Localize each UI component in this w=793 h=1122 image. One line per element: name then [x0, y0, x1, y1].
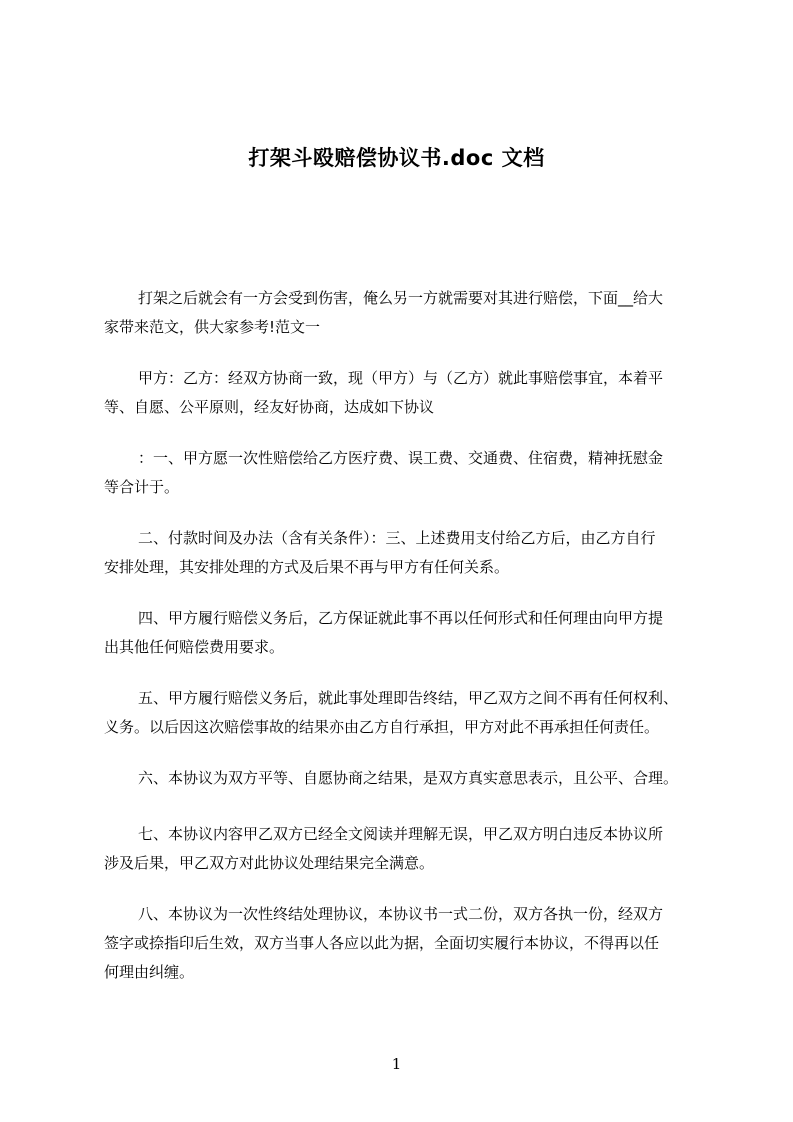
- page-number: 1: [391, 1055, 402, 1073]
- paragraph-line: 四、甲方履行赔偿义务后，乙方保证就此事不再以任何形式和任何理由向甲方提: [138, 609, 664, 627]
- paragraph-line: 家带来范文，供大家参考!范文一: [104, 318, 321, 336]
- paragraph-line: 签字或捺指印后生效，双方当事人各应以此为据，全面切实履行本协议，不得再以任: [104, 934, 660, 952]
- paragraph-parties: [104, 364, 704, 422]
- paragraph-line: 涉及后果，甲乙双方对此协议处理结果完全满意。: [104, 854, 435, 872]
- paragraph-clause-6: [104, 764, 704, 793]
- paragraph-line: 义务。以后因这次赔偿事故的结果亦由乙方自行承担，甲方对此不再承担任何责任。: [104, 718, 660, 736]
- paragraph-clause-2-3: [104, 524, 704, 582]
- paragraph-line: 出其他任何赔偿费用要求。: [104, 638, 285, 656]
- paragraph-line: 安排处理，其安排处理的方式及后果不再与甲方有任何关系。: [104, 558, 510, 576]
- paragraph-line: 甲方：乙方：经双方协商一致，现（甲方）与（乙方）就此事赔偿事宜，本着平: [138, 369, 664, 387]
- paragraph-line: 等合计于。: [104, 478, 180, 496]
- paragraph-line: 二、付款时间及办法（含有关条件）：三、上述费用支付给乙方后，由乙方自行: [138, 529, 656, 547]
- paragraph-line: 等、自愿、公平原则，经友好协商，达成如下协议: [104, 398, 435, 416]
- paragraph-line: ：一、甲方愿一次性赔偿给乙方医疗费、误工费、交通费、住宿费，精神抚慰金: [138, 449, 664, 467]
- paragraph-line: 五、甲方履行赔偿义务后，就此事处理即告终结，甲乙双方之间不再有任何权利、: [138, 689, 679, 707]
- paragraph-intro: [104, 284, 704, 342]
- paragraph-line: 六、本协议为双方平等、自愿协商之结果，是双方真实意思表示，且公平、合理。: [138, 769, 679, 787]
- paragraph-clause-5: [104, 684, 704, 742]
- paragraph-line: 何理由纠缠。: [104, 963, 195, 981]
- paragraph-line: 七、本协议内容甲乙双方已经全文阅读并理解无误，甲乙双方明白违反本协议所: [138, 825, 664, 843]
- paragraph-clause-7: [104, 820, 704, 878]
- paragraph-line: 八、本协议为一次性终结处理协议，本协议书一式二份，双方各执一份，经双方: [138, 905, 664, 923]
- paragraph-line: 打架之后就会有一方会受到伤害，俺么另一方就需要对其进行赔偿，下面__给大: [138, 289, 664, 307]
- document-title: 打架斗殴赔偿协议书.doc 文档: [248, 146, 545, 170]
- paragraph-clause-4: [104, 604, 704, 662]
- paragraph-clause-1: [104, 444, 704, 502]
- paragraph-clause-8: [104, 900, 704, 987]
